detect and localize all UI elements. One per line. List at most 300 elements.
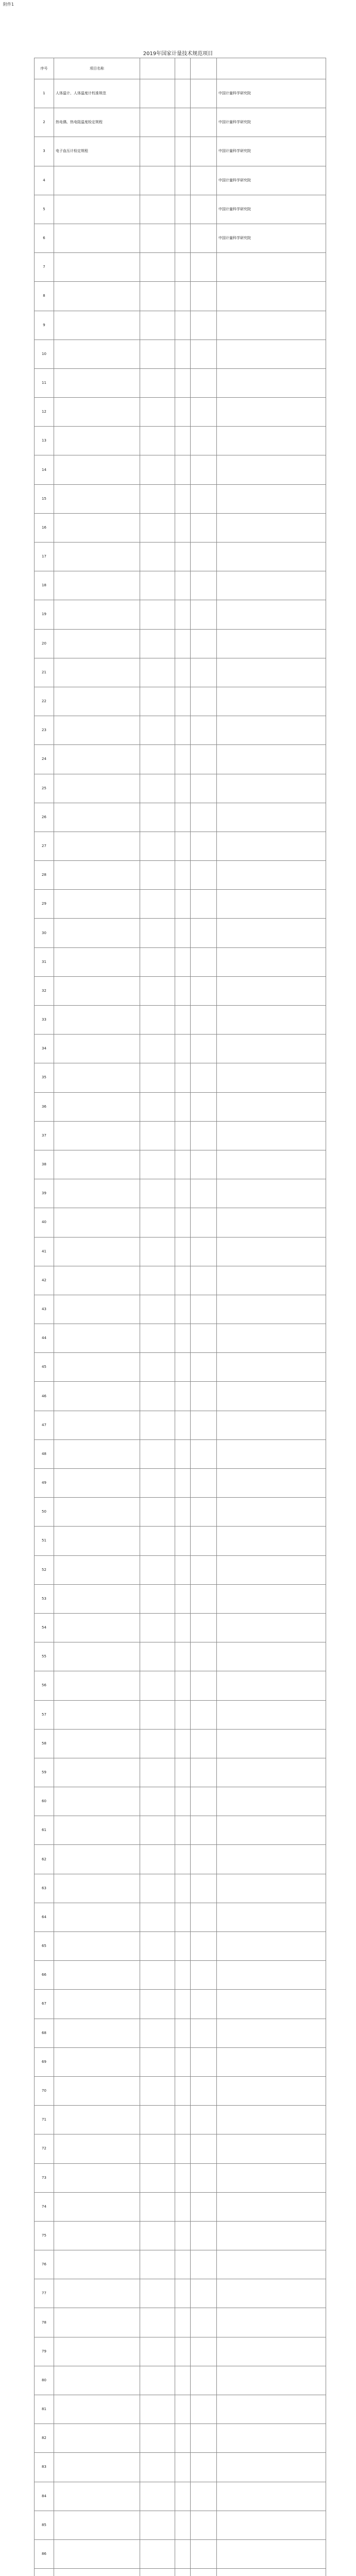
cell-category (191, 687, 217, 716)
cell-no: 66 (35, 1961, 54, 1990)
cell-category (191, 1353, 217, 1382)
cell-project-name (54, 1527, 140, 1555)
table-row (35, 1382, 326, 1411)
cell-unit (217, 2511, 326, 2539)
cell-code (140, 2163, 175, 2192)
cell-no: 79 (35, 2337, 54, 2366)
cell-code (140, 1903, 175, 1931)
table-row (35, 1555, 326, 1584)
cell-category (191, 571, 217, 600)
cell-code (140, 687, 175, 716)
cell-project-name (54, 2511, 140, 2539)
column-header-type (175, 58, 191, 79)
cell-code (140, 2106, 175, 2134)
cell-type (175, 1555, 191, 1584)
cell-no: 15 (35, 484, 54, 513)
cell-no: 2 (35, 108, 54, 137)
cell-type (175, 2569, 191, 2576)
cell-unit (217, 1787, 326, 1816)
cell-unit (217, 716, 326, 745)
cell-unit (217, 2395, 326, 2424)
cell-project-name (54, 513, 140, 542)
cell-category (191, 2047, 217, 2076)
cell-category (191, 1787, 217, 1816)
table-row (35, 745, 326, 774)
cell-no: 3 (35, 137, 54, 166)
cell-type (175, 890, 191, 919)
cell-code (140, 2250, 175, 2279)
cell-category (191, 2134, 217, 2163)
cell-category (191, 890, 217, 919)
cell-no: 8 (35, 282, 54, 311)
cell-type (175, 1729, 191, 1758)
cell-no: 54 (35, 1613, 54, 1642)
cell-type (175, 253, 191, 282)
cell-category (191, 1266, 217, 1295)
table-row (35, 1006, 326, 1035)
cell-project-name (54, 2569, 140, 2576)
cell-unit (217, 1700, 326, 1729)
cell-code (140, 1932, 175, 1961)
cell-type (175, 282, 191, 311)
cell-no: 31 (35, 947, 54, 976)
cell-type (175, 2047, 191, 2076)
cell-no: 73 (35, 2163, 54, 2192)
table-row (35, 137, 326, 166)
cell-unit (217, 2250, 326, 2279)
cell-category (191, 1295, 217, 1324)
cell-type (175, 1439, 191, 1468)
cell-code (140, 1006, 175, 1035)
cell-category (191, 1961, 217, 1990)
table-row (35, 1903, 326, 1931)
cell-no: 81 (35, 2395, 54, 2424)
cell-category (191, 1613, 217, 1642)
cell-code (140, 1208, 175, 1237)
table-row (35, 2511, 326, 2539)
table-row (35, 2337, 326, 2366)
cell-unit: 中国计量科学研究院 (217, 137, 326, 166)
cell-category (191, 282, 217, 311)
cell-category (191, 2308, 217, 2337)
cell-type (175, 629, 191, 658)
cell-project-name (54, 1469, 140, 1498)
cell-code (140, 1787, 175, 1816)
cell-project-name (54, 1932, 140, 1961)
cell-unit (217, 1469, 326, 1498)
cell-project-name (54, 919, 140, 947)
cell-no: 76 (35, 2250, 54, 2279)
table-row (35, 1613, 326, 1642)
cell-type (175, 1382, 191, 1411)
cell-code (140, 1816, 175, 1845)
cell-category (191, 1642, 217, 1671)
cell-type (175, 1816, 191, 1845)
cell-project-name (54, 1208, 140, 1237)
cell-project-name (54, 600, 140, 629)
table-row (35, 1874, 326, 1903)
cell-no: 26 (35, 803, 54, 832)
table-row (35, 311, 326, 340)
cell-category (191, 253, 217, 282)
cell-category (191, 2424, 217, 2453)
cell-code (140, 774, 175, 803)
cell-code (140, 832, 175, 860)
cell-category (191, 1006, 217, 1035)
cell-no: 4 (35, 166, 54, 195)
cell-unit (217, 1353, 326, 1382)
cell-no: 22 (35, 687, 54, 716)
cell-project-name (54, 1382, 140, 1411)
cell-unit (217, 2308, 326, 2337)
cell-code (140, 2192, 175, 2221)
cell-project-name (54, 1816, 140, 1845)
cell-no (35, 2569, 54, 2576)
cell-project-name (54, 2163, 140, 2192)
cell-category (191, 2279, 217, 2308)
cell-unit (217, 745, 326, 774)
table-row (35, 861, 326, 890)
cell-code (140, 1266, 175, 1295)
cell-category (191, 2019, 217, 2047)
cell-no: 40 (35, 1208, 54, 1237)
cell-project-name (54, 2076, 140, 2105)
cell-no: 24 (35, 745, 54, 774)
cell-category (191, 1874, 217, 1903)
cell-project-name (54, 2019, 140, 2047)
cell-unit (217, 311, 326, 340)
cell-no: 52 (35, 1555, 54, 1584)
cell-category (191, 137, 217, 166)
cell-no: 33 (35, 1006, 54, 1035)
cell-type (175, 455, 191, 484)
cell-code (140, 1237, 175, 1266)
table-row (35, 2569, 326, 2576)
cell-category (191, 600, 217, 629)
cell-category (191, 1555, 217, 1584)
table-row (35, 1295, 326, 1324)
cell-no: 56 (35, 1671, 54, 1700)
cell-no: 50 (35, 1498, 54, 1527)
cell-category (191, 2106, 217, 2134)
cell-category (191, 484, 217, 513)
cell-category (191, 1816, 217, 1845)
cell-category (191, 1527, 217, 1555)
cell-no: 37 (35, 1121, 54, 1150)
cell-category (191, 1121, 217, 1150)
cell-unit (217, 629, 326, 658)
cell-no: 46 (35, 1382, 54, 1411)
cell-no: 75 (35, 2221, 54, 2250)
cell-category (191, 1671, 217, 1700)
cell-category (191, 629, 217, 658)
cell-category (191, 1845, 217, 1874)
cell-type (175, 166, 191, 195)
cell-no: 19 (35, 600, 54, 629)
cell-project-name (54, 1266, 140, 1295)
cell-unit (217, 1324, 326, 1353)
table-row (35, 976, 326, 1005)
cell-unit (217, 1266, 326, 1295)
cell-project-name (54, 1613, 140, 1642)
cell-code (140, 1121, 175, 1150)
cell-code (140, 1729, 175, 1758)
table-row (35, 2019, 326, 2047)
cell-no: 69 (35, 2047, 54, 2076)
cell-category (191, 1439, 217, 1468)
cell-unit (217, 890, 326, 919)
cell-project-name: 电子血压计检定规程 (54, 137, 140, 166)
cell-project-name (54, 484, 140, 513)
cell-no: 59 (35, 1758, 54, 1787)
cell-category (191, 1150, 217, 1179)
cell-no: 65 (35, 1932, 54, 1961)
column-header-code (140, 58, 175, 79)
table-row (35, 2395, 326, 2424)
cell-category (191, 2539, 217, 2568)
table-row (35, 253, 326, 282)
table-row (35, 2076, 326, 2105)
cell-category (191, 108, 217, 137)
cell-category (191, 1932, 217, 1961)
table-row (35, 890, 326, 919)
cell-project-name (54, 368, 140, 397)
column-header-unit (217, 58, 326, 79)
cell-category (191, 976, 217, 1005)
column-header-category (191, 58, 217, 79)
cell-category (191, 368, 217, 397)
cell-code (140, 398, 175, 427)
cell-type (175, 311, 191, 340)
table-row (35, 1324, 326, 1353)
cell-no: 28 (35, 861, 54, 890)
cell-project-name (54, 2250, 140, 2279)
cell-project-name (54, 166, 140, 195)
cell-project-name (54, 2366, 140, 2395)
cell-category (191, 1990, 217, 2019)
table-row (35, 1208, 326, 1237)
cell-unit (217, 600, 326, 629)
cell-no: 83 (35, 2453, 54, 2482)
cell-unit (217, 2221, 326, 2250)
cell-no: 85 (35, 2511, 54, 2539)
cell-type (175, 2366, 191, 2395)
cell-type (175, 1787, 191, 1816)
cell-unit (217, 340, 326, 368)
cell-unit (217, 1671, 326, 1700)
cell-type (175, 1874, 191, 1903)
cell-code (140, 108, 175, 137)
cell-code (140, 1555, 175, 1584)
cell-unit (217, 1613, 326, 1642)
cell-type (175, 2337, 191, 2366)
cell-category (191, 1092, 217, 1121)
table-row (35, 398, 326, 427)
cell-project-name (54, 2279, 140, 2308)
cell-unit (217, 2163, 326, 2192)
cell-project-name (54, 398, 140, 427)
cell-type (175, 2076, 191, 2105)
cell-type (175, 1237, 191, 1266)
table-row (35, 687, 326, 716)
table-row (35, 455, 326, 484)
cell-project-name (54, 832, 140, 860)
cell-code (140, 2453, 175, 2482)
table-row (35, 368, 326, 397)
table-row (35, 1642, 326, 1671)
cell-type (175, 600, 191, 629)
cell-project-name (54, 2482, 140, 2511)
table-row (35, 224, 326, 252)
cell-type (175, 1498, 191, 1527)
cell-type (175, 1527, 191, 1555)
cell-no: 34 (35, 1035, 54, 1063)
cell-project-name (54, 1063, 140, 1092)
table-row (35, 108, 326, 137)
cell-project-name (54, 1179, 140, 1208)
cell-code (140, 1324, 175, 1353)
cell-unit (217, 774, 326, 803)
table-row (35, 1266, 326, 1295)
table-row (35, 2134, 326, 2163)
cell-project-name (54, 1439, 140, 1468)
cell-type (175, 1932, 191, 1961)
cell-category (191, 1700, 217, 1729)
cell-project-name (54, 1121, 140, 1150)
cell-code (140, 600, 175, 629)
cell-unit (217, 1990, 326, 2019)
cell-no: 84 (35, 2482, 54, 2511)
cell-no: 6 (35, 224, 54, 252)
table-row (35, 1092, 326, 1121)
cell-unit (217, 861, 326, 890)
cell-unit (217, 543, 326, 571)
cell-no: 36 (35, 1092, 54, 1121)
cell-project-name (54, 1671, 140, 1700)
cell-type (175, 224, 191, 252)
cell-unit (217, 513, 326, 542)
cell-no: 14 (35, 455, 54, 484)
cell-category (191, 716, 217, 745)
cell-unit (217, 2134, 326, 2163)
table-row (35, 1411, 326, 1439)
cell-no: 60 (35, 1787, 54, 1816)
cell-project-name (54, 2047, 140, 2076)
cell-code (140, 1439, 175, 1468)
cell-unit (217, 1845, 326, 1874)
cell-no: 53 (35, 1584, 54, 1613)
cell-code (140, 1874, 175, 1903)
cell-code (140, 1527, 175, 1555)
cell-project-name (54, 1498, 140, 1527)
cell-type (175, 1469, 191, 1498)
cell-unit (217, 2337, 326, 2366)
cell-unit (217, 398, 326, 427)
cell-code (140, 484, 175, 513)
cell-unit (217, 1121, 326, 1150)
cell-type (175, 1642, 191, 1671)
table-row (35, 1121, 326, 1150)
cell-code (140, 137, 175, 166)
cell-unit (217, 1758, 326, 1787)
cell-code (140, 2076, 175, 2105)
cell-code (140, 890, 175, 919)
cell-project-name (54, 947, 140, 976)
cell-unit (217, 2019, 326, 2047)
cell-no: 55 (35, 1642, 54, 1671)
cell-no: 49 (35, 1469, 54, 1498)
cell-code (140, 2047, 175, 2076)
cell-type (175, 2539, 191, 2568)
cell-code (140, 658, 175, 687)
cell-unit (217, 571, 326, 600)
table-row (35, 282, 326, 311)
cell-category (191, 2337, 217, 2366)
cell-project-name (54, 745, 140, 774)
cell-no: 44 (35, 1324, 54, 1353)
cell-code (140, 1382, 175, 1411)
table-row (35, 166, 326, 195)
table-row (35, 1063, 326, 1092)
cell-project-name (54, 455, 140, 484)
cell-unit (217, 803, 326, 832)
cell-project-name (54, 253, 140, 282)
cell-project-name (54, 1035, 140, 1063)
cell-project-name (54, 976, 140, 1005)
cell-unit (217, 1498, 326, 1527)
cell-code (140, 368, 175, 397)
cell-no: 78 (35, 2308, 54, 2337)
cell-project-name (54, 890, 140, 919)
cell-type (175, 2019, 191, 2047)
cell-project-name (54, 1092, 140, 1121)
cell-unit (217, 1063, 326, 1092)
cell-type (175, 1961, 191, 1990)
cell-no: 67 (35, 1990, 54, 2019)
table-row (35, 1671, 326, 1700)
cell-project-name (54, 1324, 140, 1353)
cell-project-name (54, 340, 140, 368)
cell-code (140, 2395, 175, 2424)
cell-type (175, 1266, 191, 1295)
cell-unit (217, 832, 326, 860)
cell-type (175, 658, 191, 687)
cell-unit (217, 919, 326, 947)
cell-no: 61 (35, 1816, 54, 1845)
cell-project-name (54, 1353, 140, 1382)
cell-code (140, 2308, 175, 2337)
cell-code (140, 976, 175, 1005)
cell-category (191, 861, 217, 890)
cell-no: 29 (35, 890, 54, 919)
cell-code (140, 629, 175, 658)
cell-category (191, 658, 217, 687)
cell-unit (217, 2279, 326, 2308)
cell-code (140, 1671, 175, 1700)
cell-no: 74 (35, 2192, 54, 2221)
cell-code (140, 1700, 175, 1729)
cell-unit (217, 427, 326, 455)
cell-type (175, 2163, 191, 2192)
cell-project-name (54, 2395, 140, 2424)
cell-no: 17 (35, 543, 54, 571)
cell-category (191, 1498, 217, 1527)
cell-project-name (54, 629, 140, 658)
cell-no: 27 (35, 832, 54, 860)
cell-category (191, 1729, 217, 1758)
page-title: 2019年国家计量技术规范项目 (143, 51, 213, 57)
table-row (35, 716, 326, 745)
